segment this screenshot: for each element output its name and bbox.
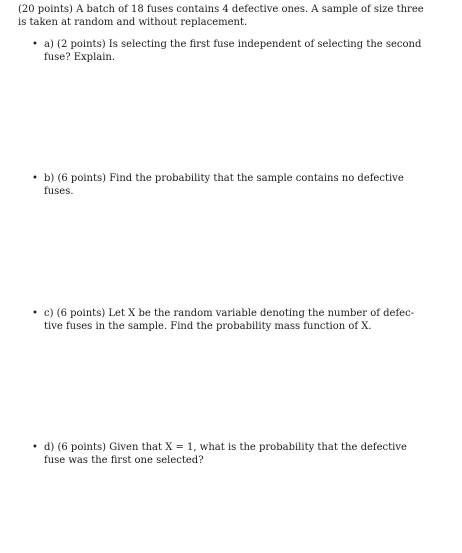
bullet-icon: • — [32, 308, 38, 319]
question-line: a) (2 points) Is selecting the first fuse independent of selecting the second — [44, 39, 422, 50]
intro-line: (20 points) A batch of 18 fuses contains 4 defective ones. A sample of size three — [18, 4, 424, 15]
question-d-text — [44, 441, 407, 467]
question-a-text — [44, 38, 422, 64]
question-line: c) (6 points) Let X be the random variable denoting the number of defec- — [44, 308, 415, 319]
problem-intro — [18, 3, 424, 29]
question-b-text — [44, 172, 404, 198]
question-line: fuse was the first one selected? — [44, 455, 204, 466]
intro-line: is taken at random and without replacement. — [18, 17, 248, 28]
question-line: b) (6 points) Find the probability that the sample contains no defective — [44, 173, 404, 184]
bullet-icon: • — [32, 173, 38, 184]
question-line: tive fuses in the sample. Find the probability mass function of X. — [44, 321, 372, 332]
question-line: fuse? Explain. — [44, 52, 116, 63]
question-line: fuses. — [44, 186, 74, 197]
question-c-text — [44, 307, 415, 333]
question-line: d) (6 points) Given that X = 1, what is the probability that the defective — [44, 442, 407, 453]
bullet-icon: • — [32, 442, 38, 453]
bullet-icon: • — [32, 39, 38, 50]
